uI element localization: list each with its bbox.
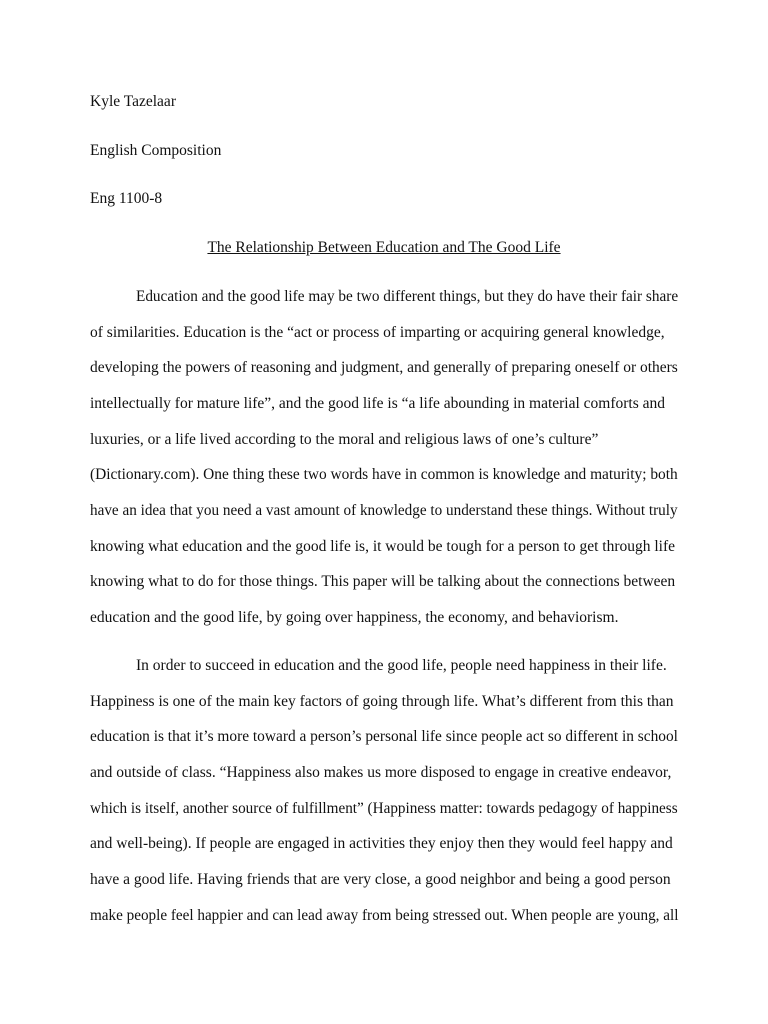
paragraph-line: developing the powers of reasoning and judgment, and generally of preparing oneself or others [90, 359, 678, 376]
paragraph-line: and well-being). If people are engaged in activities they enjoy then they would feel happy and [90, 835, 673, 852]
paragraph-line: intellectually for mature life”, and the good life is “a life abounding in material comforts and [90, 395, 666, 412]
paragraph-line: knowing what education and the good life is, it would be tough for a person to get through life [90, 538, 676, 555]
paragraph-line: (Dictionary.com). One thing these two words have in common is knowledge and maturity; both [90, 466, 678, 483]
paragraph-line: Happiness is one of the main key factors of going through life. What’s different from this than [90, 693, 674, 710]
author-name: Kyle Tazelaar [90, 93, 176, 110]
paragraph-line: education is that it’s more toward a person’s personal life since people act so different in school [90, 728, 678, 745]
paragraph-line: Education and the good life may be two different things, but they do have their fair share [136, 288, 679, 305]
paragraph-line: have an idea that you need a vast amount of knowledge to understand these things. Without truly [90, 502, 678, 519]
paragraph-line: make people feel happier and can lead away from being stressed out. When people are young, all [90, 907, 679, 924]
essay-title: The Relationship Between Education and The Good Life [207, 239, 561, 256]
paragraph-line: and outside of class. “Happiness also makes us more disposed to engage in creative endeavor, [90, 764, 672, 781]
paragraph-line: which is itself, another source of fulfillment” (Happiness matter: towards pedagogy of happiness [90, 800, 678, 817]
paragraph-line: education and the good life, by going over happiness, the economy, and behaviorism. [90, 609, 619, 626]
course-section: Eng 1100-8 [90, 190, 163, 207]
paragraph-line: knowing what to do for those things. This paper will be talking about the connections between [90, 573, 676, 590]
paragraph-line: luxuries, or a life lived according to the moral and religious laws of one’s culture” [90, 431, 599, 448]
course-name: English Composition [90, 142, 222, 159]
paragraph-line: of similarities. Education is the “act or process of imparting or acquiring general knowledge, [90, 324, 665, 341]
paragraph-line: In order to succeed in education and the good life, people need happiness in their life. [136, 657, 667, 674]
paragraph-line: have a good life. Having friends that are very close, a good neighbor and being a good person [90, 871, 671, 888]
